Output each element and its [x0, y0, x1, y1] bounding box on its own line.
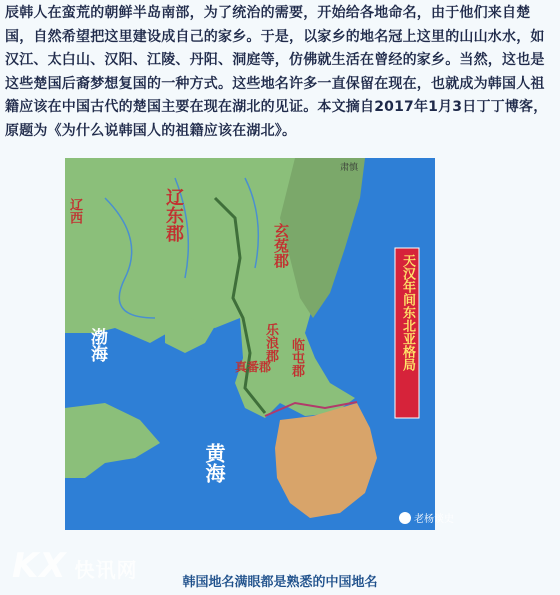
caption: 韩国地名满眼都是熟悉的中国地名	[182, 575, 378, 590]
historical-map	[65, 158, 454, 530]
label-lintun: 临屯郡	[289, 338, 304, 377]
watermark-text: 快讯网	[74, 558, 138, 582]
wechat-icon	[399, 512, 411, 524]
logo-text: 老杨谈史	[414, 514, 454, 525]
label-huanghai: 黄海	[202, 443, 226, 483]
label-zhenfan: 真番郡	[235, 360, 272, 374]
label-liaodong: 辽东郡	[163, 188, 184, 242]
label-bohai: 渤海	[87, 328, 107, 362]
banner-text: 天汉年间东北亚格局	[400, 254, 415, 371]
label-xuantu: 玄菟郡	[272, 223, 290, 268]
watermark-logo: KX	[12, 546, 67, 586]
label-liaoxi: 辽西	[67, 198, 82, 224]
article-paragraph: 辰韩人在蛮荒的朝鲜半岛南部，为了统治的需要，开始给各地命名，由于他们来自楚国，自然希望把这里建设成自己的家乡。于是，以家乡的地名冠上这里的山山水水，如汉江、太白山、汉阳、江陵、丹阳、洞庭等，仿佛就生活在曾经的家乡。当然，这也是这些楚国后裔梦想复国的一种方式。这些地名许多一直保留在现在，也就成为韩国人祖籍应该在中国古代的楚国主要在现在湖北的见证。本文摘自2017年1月3日丁丁博客，原题为《为什么说韩国人的祖籍应该在湖北》。	[5, 5, 548, 139]
label-sushen: 肃慎	[340, 163, 359, 173]
label-lelang: 乐浪郡	[263, 323, 278, 362]
